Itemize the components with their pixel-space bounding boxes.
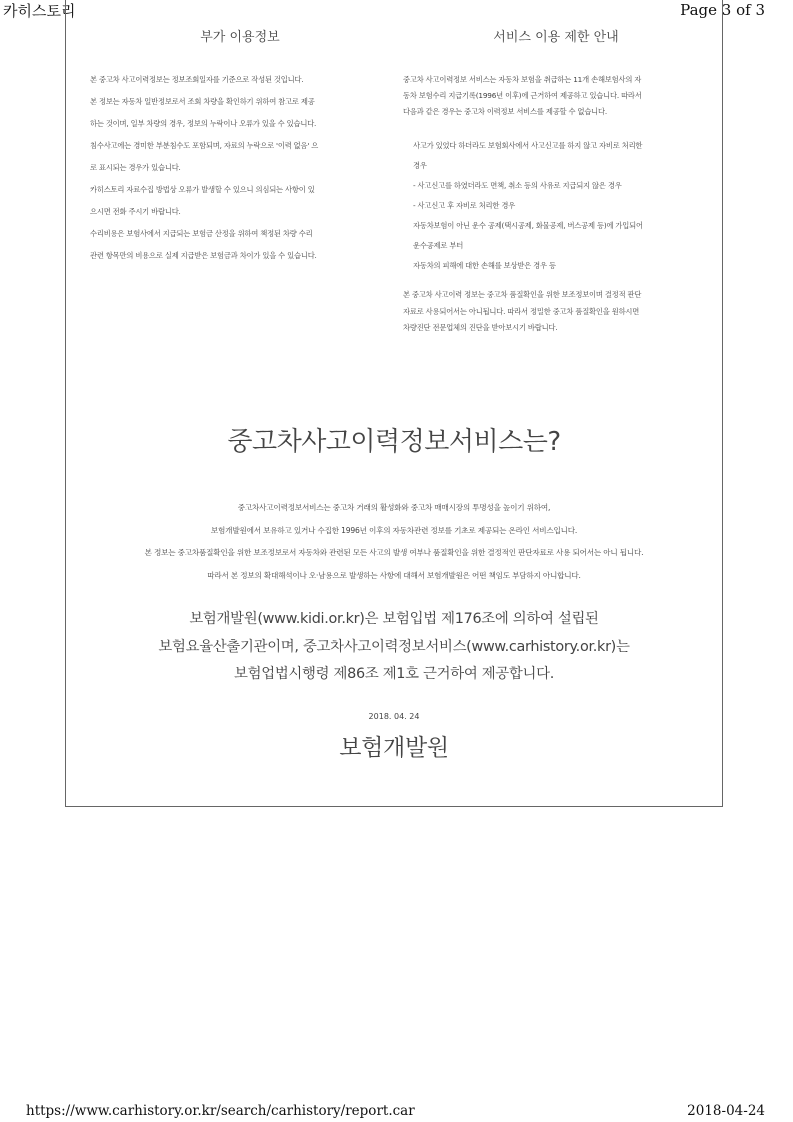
service-limits-case-line: 운수공제로 부터 (413, 241, 464, 250)
about-description-line: 보험개발원에서 보유하고 있거나 수집한 1996년 이후의 자동차관련 정보를 기초로 제공되는 온라인 서비스입니다. (210, 525, 578, 535)
additional-info-section (90, 26, 390, 267)
about-description-line: 본 정보는 중고차품질확인을 위한 보조정보로서 자동차와 관련된 모든 사고의 발생 여부나 품질확인을 위한 결정적인 판단자료로 사용 되어서는 아니 됩니다. (144, 548, 644, 557)
additional-info-line: 하는 것이며, 일부 차량의 경우, 정보의 누락이나 오류가 있을 수 있습니다. (90, 119, 317, 128)
service-limits-case-line: 자동차의 피해에 대한 손해를 보상받은 경우 등 (413, 261, 556, 270)
page-indicator: Page 3 of 3 (680, 1, 765, 19)
legal-notice-line: 보험개발원(www.kidi.or.kr)은 보험입법 제176조에 의하여 설립된 (189, 611, 599, 627)
additional-info-title: 부가 이용정보 (200, 30, 280, 45)
about-description (65, 497, 723, 587)
service-limits-intro-line: 중고차 사고이력정보 서비스는 자동차 보험을 취급하는 11개 손해보험사의 자 (403, 75, 642, 84)
service-limits-case-line: 경우 (413, 161, 427, 170)
additional-info-line: 카히스토리 자료수집 방법상 오류가 발생할 수 있으니 의심되는 사항이 있 (90, 185, 315, 194)
service-limits-section (403, 26, 709, 337)
site-name: 카히스토리 (3, 2, 76, 20)
legal-notice-line: 보험업법시행령 제86조 제1호 근거하여 제공합니다. (234, 666, 554, 682)
organization-name: 보험개발원 (339, 735, 449, 761)
service-limits-cases (403, 136, 709, 276)
service-limits-outro-line: 본 중고차 사고이력 정보는 중고차 품질확인을 위한 보조정보이며 결정적 판단 (403, 290, 642, 299)
issue-date: 2018. 04. 24 (368, 712, 420, 721)
service-limits-intro-line: 다음과 같은 경우는 중고차 이력정보 서비스를 제공할 수 없습니다. (403, 107, 607, 116)
service-limits-case-line: 자동차보험이 아닌 운수 공제(택시공제, 화물공제, 버스공제 등)에 가입되어 (413, 221, 643, 230)
service-limits-intro-line: 동차 보험수리 지급기록(1996년 이후)에 근거하여 제공하고 있습니다. 따라서 (403, 91, 642, 100)
about-title: 중고차사고이력정보서비스는? (227, 427, 561, 457)
additional-info-line: 본 정보는 자동차 일반정보로서 조회 차량을 확인하기 위하여 참고로 제공 (90, 97, 315, 106)
service-limits-intro (403, 72, 709, 120)
service-limits-outro-line: 차량진단 전문업체의 진단을 받아보시기 바랍니다. (403, 323, 558, 332)
service-limits-outro-line: 자료로 사용되어서는 아니됩니다. 따라서 정밀한 중고차 품질확인을 원하시면 (403, 306, 640, 316)
additional-info-line: 본 중고차 사고이력정보는 정보조회일자를 기준으로 작성된 것입니다. (90, 75, 304, 84)
about-description-line: 중고차사고이력정보서비스는 중고차 거래의 활성화와 중고차 매매시장의 투명성을 높이기 위하여, (237, 503, 551, 512)
additional-info-line: 으시면 전화 주시기 바랍니다. (90, 207, 181, 216)
service-limits-case-line: - 사고신고를 하였더라도 면책, 취소 등의 사유로 지급되지 않은 경우 (413, 181, 622, 190)
service-limits-case-line: - 사고신고 후 자비로 처리한 경우 (413, 201, 516, 210)
footer-url: https://www.carhistory.or.kr/search/carhistory/report.car (26, 1103, 415, 1119)
additional-info-body (90, 69, 390, 267)
service-limits-outro (403, 287, 709, 337)
additional-info-line: 관련 항목만의 비용으로 실제 지급받은 보험금과 차이가 있을 수 있습니다. (90, 251, 317, 260)
legal-notice-line: 보험요율산출기관이며, 중고차사고이력정보서비스(www.carhistory.or.kr)는 (158, 638, 630, 655)
additional-info-line: 침수사고에는 경미한 부분침수도 포함되며, 자료의 누락으로 '이력 없음' 으 (90, 141, 319, 150)
additional-info-line: 로 표시되는 경우가 있습니다. (90, 163, 181, 172)
footer-date: 2018-04-24 (687, 1103, 765, 1119)
legal-notice (65, 606, 723, 689)
service-limits-case-line: 사고가 있었다 하더라도 보험회사에서 사고신고를 하지 않고 자비로 처리한 (413, 141, 643, 150)
additional-info-line: 수리비용은 보험사에서 지급되는 보험금 산정을 위하여 책정된 차량 수리 (90, 229, 313, 238)
about-description-line: 따라서 본 정보의 확대해석이나 오·남용으로 발생하는 사항에 대해서 보험개발원은 어떤 책임도 부담하지 아니합니다. (207, 570, 581, 580)
service-limits-title: 서비스 이용 제한 안내 (493, 30, 619, 45)
